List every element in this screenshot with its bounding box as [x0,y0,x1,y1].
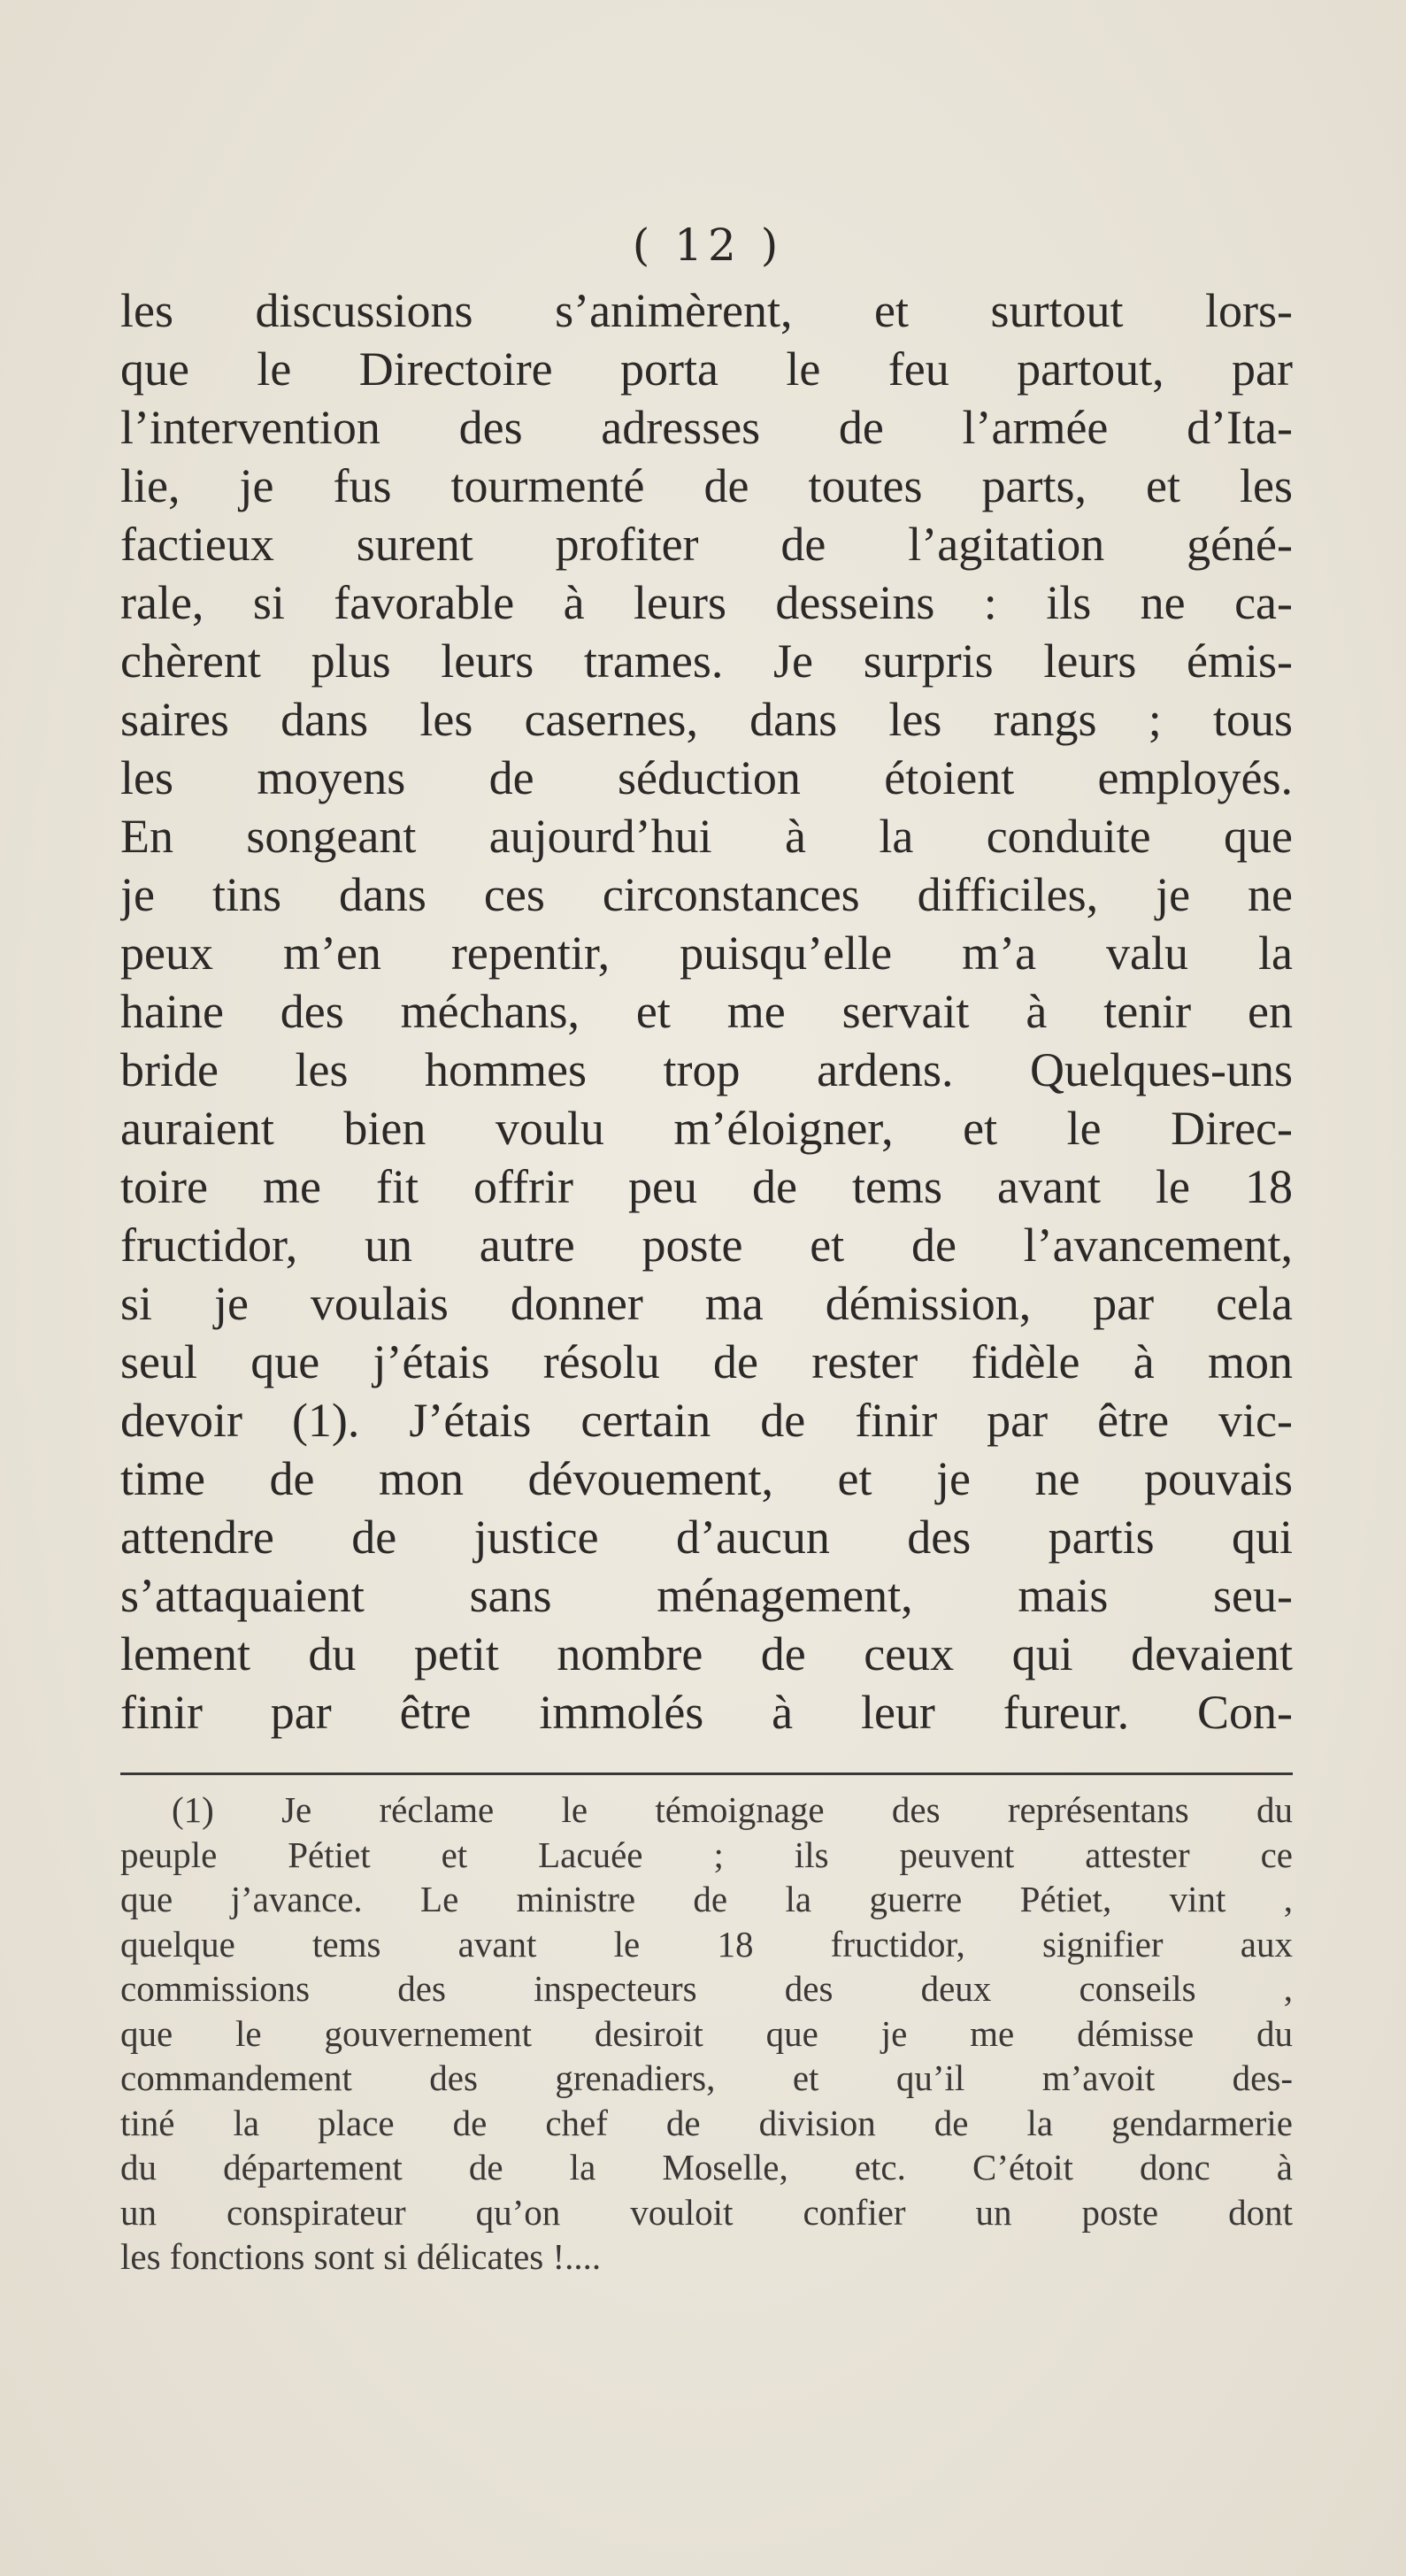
body-line: auraient bien voulu m’éloigner, et le Direc- [120,1102,1293,1155]
body-line: bride les hommes trop ardens. Quelques-uns [120,1043,1293,1096]
footnote-line: que le gouvernement desiroit que je me démisse du [120,2012,1293,2054]
body-text [120,281,1293,1742]
body-line: chèrent plus leurs trames. Je surpris leurs émis- [120,634,1293,688]
body-line: haine des méchans, et me servait à tenir en [120,985,1293,1038]
body-line: l’intervention des adresses de l’armée d’Ita- [120,401,1293,454]
footnote-line: (1) Je réclame le témoignage des représentans du [172,1789,1293,1830]
body-line: que le Directoire porta le feu partout, par [120,342,1293,396]
body-line: attendre de justice d’aucun des partis qui [120,1511,1293,1564]
body-line: s’attaquaient sans ménagement, mais seu- [120,1569,1293,1622]
footnote-line: peuple Pétiet et Lacuée ; ils peuvent attester ce [120,1834,1293,1875]
footnote-line: quelque tems avant le 18 fructidor, signifier aux [120,1923,1293,1965]
body-line: finir par être immolés à leur fureur. Con- [120,1686,1293,1739]
body-line: rale, si favorable à leurs desseins : ils ne ca- [120,576,1293,629]
body-line: devoir (1). J’étais certain de finir par être vic- [120,1394,1293,1447]
footnote-divider [120,1772,1293,1775]
body-line: peux m’en repentir, puisqu’elle m’a valu la [120,927,1293,980]
body-line: les discussions s’animèrent, et surtout lors- [120,284,1293,337]
body-line: fructidor, un autre poste et de l’avancement, [120,1219,1293,1272]
body-line: En songeant aujourd’hui à la conduite que [120,810,1293,863]
body-line: time de mon dévouement, et je ne pouvais [120,1452,1293,1505]
footnote-line: commandement des grenadiers, et qu’il m’avoit des- [120,2057,1293,2098]
page-number: ( 12 ) [632,219,784,271]
footnote-line: tiné la place de chef de division de la gendarmerie [120,2102,1293,2143]
body-line: factieux surent profiter de l’agitation géné- [120,518,1293,571]
footnote-line: commissions des inspecteurs des deux conseils , [120,1968,1293,2009]
body-line: je tins dans ces circonstances difficiles, je ne [120,868,1293,921]
body-line: lement du petit nombre de ceux qui devaient [120,1627,1293,1680]
body-line: lie, je fus tourmenté de toutes parts, et les [120,459,1293,512]
footnote-line: du département de la Moselle, etc. C’étoit donc à [120,2147,1293,2188]
body-line: saires dans les casernes, dans les rangs ; tous [120,693,1293,746]
footnote-line: un conspirateur qu’on vouloit confier un poste dont [120,2191,1293,2233]
footnote-line: les fonctions sont si délicates !.... [120,2236,602,2277]
footnote-line: que j’avance. Le ministre de la guerre Pétiet, vint , [120,1879,1293,1919]
body-line: les moyens de séduction étoient employés. [120,751,1293,804]
footnote [120,1788,1293,2280]
body-line: toire me fit offrir peu de tems avant le 18 [120,1160,1293,1213]
body-line: seul que j’étais résolu de rester fidèle à mon [120,1335,1293,1388]
body-line: si je voulais donner ma démission, par cela [120,1277,1293,1330]
